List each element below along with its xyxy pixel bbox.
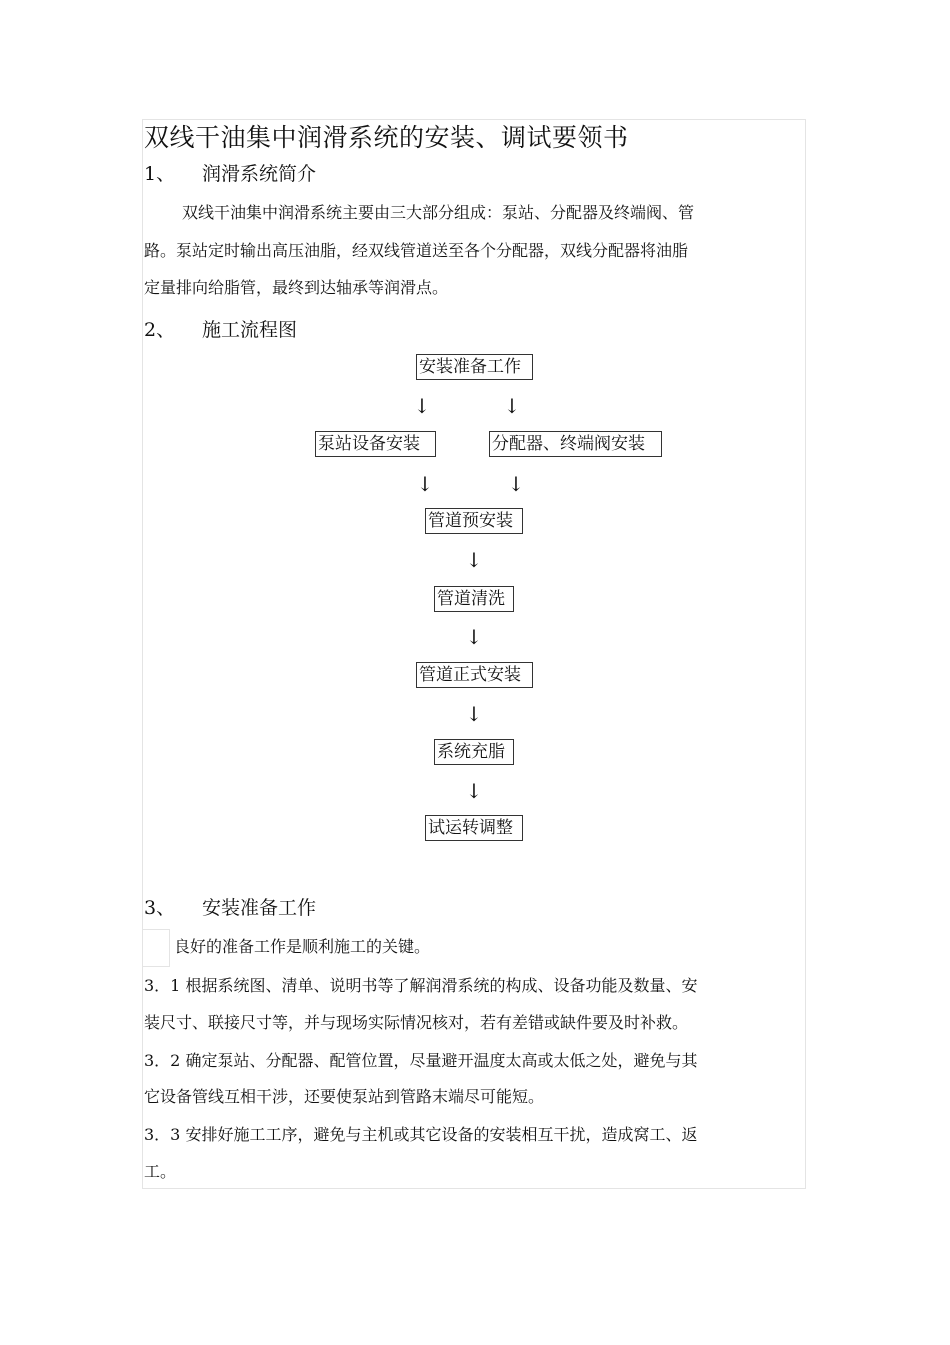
flow-step-pipe-cleaning: 管道清洗 bbox=[434, 586, 514, 612]
flow-arrow-2a: ↓ bbox=[416, 472, 434, 496]
intro-line-3: 定量排向给脂管，最终到达轴承等润滑点。 bbox=[144, 278, 449, 297]
flow-step-distributor-install: 分配器、终端阀安装 bbox=[489, 431, 662, 457]
section-3-title: 安装准备工作 bbox=[202, 897, 317, 919]
section-2-title: 施工流程图 bbox=[202, 319, 298, 341]
indent-box bbox=[142, 929, 170, 967]
section-3-heading bbox=[144, 893, 444, 919]
prep-3-3-line-1: 3．3 安排好施工工序，避免与主机或其它设备的安装相互干扰，造成窝工、返 bbox=[144, 1125, 698, 1144]
flow-step-grease-fill: 系统充脂 bbox=[434, 739, 514, 765]
prep-3-1-line-1: 3．1 根据系统图、清单、说明书等了解润滑系统的构成、设备功能及数量、安 bbox=[144, 976, 698, 995]
flow-arrow-6: ↓ bbox=[465, 779, 483, 803]
flow-step-trial-run: 试运转调整 bbox=[425, 815, 523, 841]
section-3-number: 3、 bbox=[144, 897, 176, 919]
prep-3-2-line-1: 3．2 确定泵站、分配器、配管位置，尽量避开温度太高或太低之处，避免与其 bbox=[144, 1051, 698, 1070]
flow-step-prep: 安装准备工作 bbox=[416, 354, 533, 380]
document-title: 双线干油集中润滑系统的安装、调试要领书 bbox=[144, 123, 629, 152]
flow-step-pump-install: 泵站设备安装 bbox=[315, 431, 436, 457]
flow-arrow-2b: ↓ bbox=[507, 472, 525, 496]
flow-arrow-1b: ↓ bbox=[503, 394, 521, 418]
intro-line-2: 路。泵站定时输出高压油脂，经双线管道送至各个分配器，双线分配器将油脂 bbox=[144, 241, 689, 260]
section-1-title: 润滑系统简介 bbox=[202, 163, 317, 185]
flow-step-pipe-preinstall: 管道预安装 bbox=[425, 508, 523, 534]
section-2-heading bbox=[144, 315, 444, 341]
flow-arrow-1a: ↓ bbox=[413, 394, 431, 418]
prep-3-3-line-2: 工。 bbox=[144, 1162, 177, 1181]
prep-lead: 良好的准备工作是顺利施工的关键。 bbox=[174, 937, 431, 956]
section-1-heading bbox=[144, 159, 444, 185]
flow-arrow-3: ↓ bbox=[465, 548, 483, 572]
prep-3-2-line-2: 它设备管线互相干涉，还要使泵站到管路末端尽可能短。 bbox=[144, 1087, 545, 1106]
flow-arrow-5: ↓ bbox=[465, 702, 483, 726]
section-2-number: 2、 bbox=[144, 319, 176, 341]
intro-line-1: 双线干油集中润滑系统主要由三大部分组成：泵站、分配器及终端阀、管 bbox=[182, 203, 695, 222]
flow-arrow-4: ↓ bbox=[465, 625, 483, 649]
section-1-number: 1、 bbox=[144, 163, 176, 185]
prep-3-1-line-2: 装尺寸、联接尺寸等，并与现场实际情况核对，若有差错或缺件要及时补救。 bbox=[144, 1013, 689, 1032]
flow-step-pipe-final-install: 管道正式安装 bbox=[416, 662, 533, 688]
